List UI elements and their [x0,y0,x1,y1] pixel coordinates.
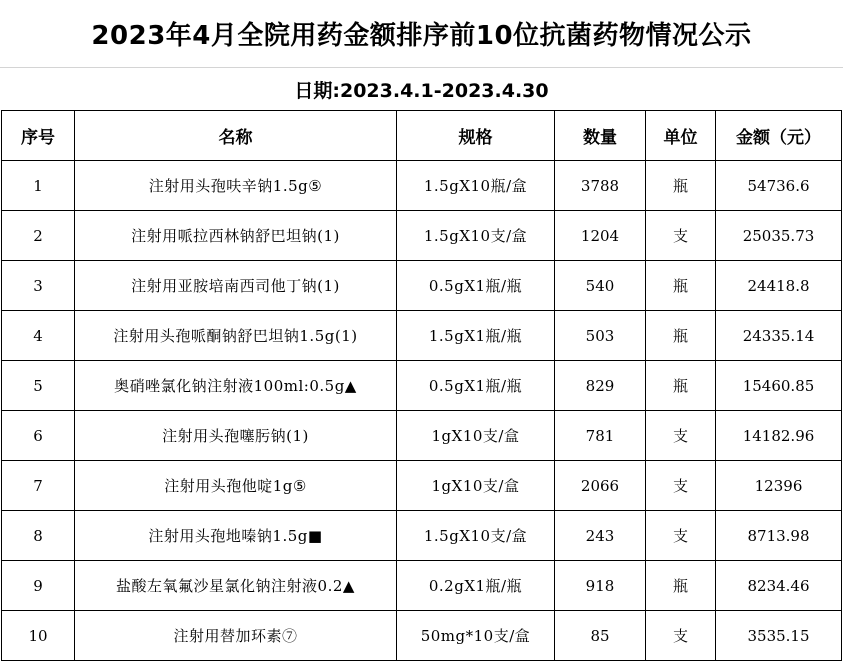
header-spec: 规格 [397,111,555,161]
cell-index: 4 [2,311,75,361]
cell-amount: 24418.8 [716,261,842,311]
table-row [2,311,842,361]
cell-name: 注射用头孢他啶1g⑤ [75,461,397,511]
cell-unit: 支 [646,461,716,511]
cell-qty: 3788 [555,161,646,211]
cell-name: 盐酸左氧氟沙星氯化钠注射液0.2▲ [75,561,397,611]
cell-unit: 瓶 [646,561,716,611]
cell-index: 3 [2,261,75,311]
cell-index: 9 [2,561,75,611]
cell-spec: 0.5gX1瓶/瓶 [397,361,555,411]
cell-name: 注射用替加环素⑦ [75,611,397,661]
table-row [2,511,842,561]
cell-qty: 540 [555,261,646,311]
table-row [2,411,842,461]
header-name: 名称 [75,111,397,161]
cell-index: 10 [2,611,75,661]
table-row [2,611,842,661]
cell-name: 奥硝唑氯化钠注射液100ml:0.5g▲ [75,361,397,411]
cell-unit: 瓶 [646,361,716,411]
header-index: 序号 [2,111,75,161]
page-title: 2023年4月全院用药金额排序前10位抗菌药物情况公示 [0,0,843,68]
cell-qty: 829 [555,361,646,411]
cell-name: 注射用头孢噻肟钠(1) [75,411,397,461]
cell-qty: 85 [555,611,646,661]
cell-name: 注射用亚胺培南西司他丁钠(1) [75,261,397,311]
cell-name: 注射用哌拉西林钠舒巴坦钠(1) [75,211,397,261]
table-row [2,461,842,511]
cell-qty: 503 [555,311,646,361]
cell-qty: 781 [555,411,646,461]
cell-qty: 1204 [555,211,646,261]
cell-spec: 1gX10支/盒 [397,461,555,511]
cell-unit: 支 [646,411,716,461]
cell-amount: 12396 [716,461,842,511]
cell-qty: 2066 [555,461,646,511]
cell-spec: 1.5gX10支/盒 [397,511,555,561]
cell-unit: 支 [646,611,716,661]
cell-spec: 1.5gX1瓶/瓶 [397,311,555,361]
cell-amount: 14182.96 [716,411,842,461]
cell-spec: 50mg*10支/盒 [397,611,555,661]
cell-unit: 支 [646,511,716,561]
table-row [2,561,842,611]
table-row [2,361,842,411]
cell-index: 6 [2,411,75,461]
cell-index: 5 [2,361,75,411]
cell-spec: 1.5gX10支/盒 [397,211,555,261]
cell-unit: 支 [646,211,716,261]
cell-spec: 1.5gX10瓶/盒 [397,161,555,211]
cell-amount: 24335.14 [716,311,842,361]
table-row [2,161,842,211]
cell-unit: 瓶 [646,261,716,311]
header-unit: 单位 [646,111,716,161]
cell-index: 2 [2,211,75,261]
cell-amount: 3535.15 [716,611,842,661]
cell-name: 注射用头孢地嗪钠1.5g■ [75,511,397,561]
cell-amount: 25035.73 [716,211,842,261]
date-range: 日期:2023.4.1-2023.4.30 [294,79,549,102]
cell-spec: 0.2gX1瓶/瓶 [397,561,555,611]
header-amount: 金额（元） [716,111,842,161]
cell-amount: 54736.6 [716,161,842,211]
cell-qty: 918 [555,561,646,611]
cell-index: 1 [2,161,75,211]
table-row [2,211,842,261]
cell-qty: 243 [555,511,646,561]
cell-spec: 1gX10支/盒 [397,411,555,461]
header-qty: 数量 [555,111,646,161]
cell-amount: 15460.85 [716,361,842,411]
antibiotic-table [1,110,842,661]
table-row [2,261,842,311]
cell-index: 8 [2,511,75,561]
cell-unit: 瓶 [646,161,716,211]
cell-name: 注射用头孢呋辛钠1.5g⑤ [75,161,397,211]
cell-index: 7 [2,461,75,511]
cell-name: 注射用头孢哌酮钠舒巴坦钠1.5g(1) [75,311,397,361]
header-row [2,111,842,161]
cell-amount: 8713.98 [716,511,842,561]
cell-unit: 瓶 [646,311,716,361]
cell-spec: 0.5gX1瓶/瓶 [397,261,555,311]
cell-amount: 8234.46 [716,561,842,611]
